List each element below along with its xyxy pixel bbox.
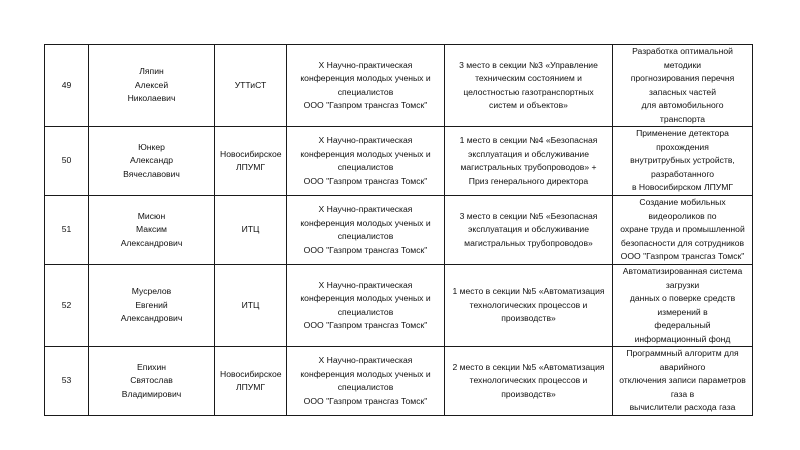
row-number: 49 <box>45 45 89 127</box>
project-topic: Создание мобильных видеороликов по охране труда и промышленной безопасности для сотрудников ООО "Газпром трансгаз Томск" <box>613 196 753 265</box>
project-topic: Автоматизированная система загрузки данных о поверке средств измерений в федеральный информационный фонд <box>613 265 753 347</box>
organization: ИТЦ <box>215 265 287 347</box>
organization: УТТиСТ <box>215 45 287 127</box>
table-row <box>45 347 753 416</box>
organization: ИТЦ <box>215 196 287 265</box>
participant-name: Юнкер Александр Вячеславович <box>89 127 215 196</box>
organization: Новосибирское ЛПУМГ <box>215 347 287 416</box>
table-row <box>45 265 753 347</box>
row-number: 53 <box>45 347 89 416</box>
conference-name: X Научно-практическая конференция молодых ученых и специалистов ООО "Газпром трансгаз Томск" <box>287 265 445 347</box>
award-place: 1 место в секции №4 «Безопасная эксплуатация и обслуживание магистральных трубопроводов» + Приз генерального директора <box>445 127 613 196</box>
award-place: 3 место в секции №3 «Управление техническим состоянием и целостностью газотранспортных систем и объектов» <box>445 45 613 127</box>
award-place: 2 место в секции №5 «Автоматизация технологических процессов и производств» <box>445 347 613 416</box>
award-place: 3 место в секции №5 «Безопасная эксплуатация и обслуживание магистральных трубопроводов» <box>445 196 613 265</box>
organization: Новосибирское ЛПУМГ <box>215 127 287 196</box>
project-topic: Разработка оптимальной методики прогнозирования перечня запасных частей для автомобильного транспорта <box>613 45 753 127</box>
conference-name: X Научно-практическая конференция молодых ученых и специалистов ООО "Газпром трансгаз Томск" <box>287 127 445 196</box>
participant-name: Мусрелов Евгений Александрович <box>89 265 215 347</box>
row-number: 50 <box>45 127 89 196</box>
table-row <box>45 45 753 127</box>
conference-name: X Научно-практическая конференция молодых ученых и специалистов ООО "Газпром трансгаз Томск" <box>287 196 445 265</box>
project-topic: Применение детектора прохождения внутритрубных устройств, разработанного в Новосибирском ЛПУМГ <box>613 127 753 196</box>
participant-name: Мисюн Максим Александрович <box>89 196 215 265</box>
participant-name: Ляпин Алексей Николаевич <box>89 45 215 127</box>
participant-name: Епихин Святослав Владимирович <box>89 347 215 416</box>
conference-name: X Научно-практическая конференция молодых ученых и специалистов ООО "Газпром трансгаз Томск" <box>287 347 445 416</box>
table-row <box>45 127 753 196</box>
row-number: 51 <box>45 196 89 265</box>
row-number: 52 <box>45 265 89 347</box>
award-place: 1 место в секции №5 «Автоматизация технологических процессов и производств» <box>445 265 613 347</box>
awards-table <box>44 44 753 416</box>
conference-name: X Научно-практическая конференция молодых ученых и специалистов ООО "Газпром трансгаз Томск" <box>287 45 445 127</box>
table-row <box>45 196 753 265</box>
project-topic: Программный алгоритм для аварийного отключения записи параметров газа в вычислители расхода газа <box>613 347 753 416</box>
